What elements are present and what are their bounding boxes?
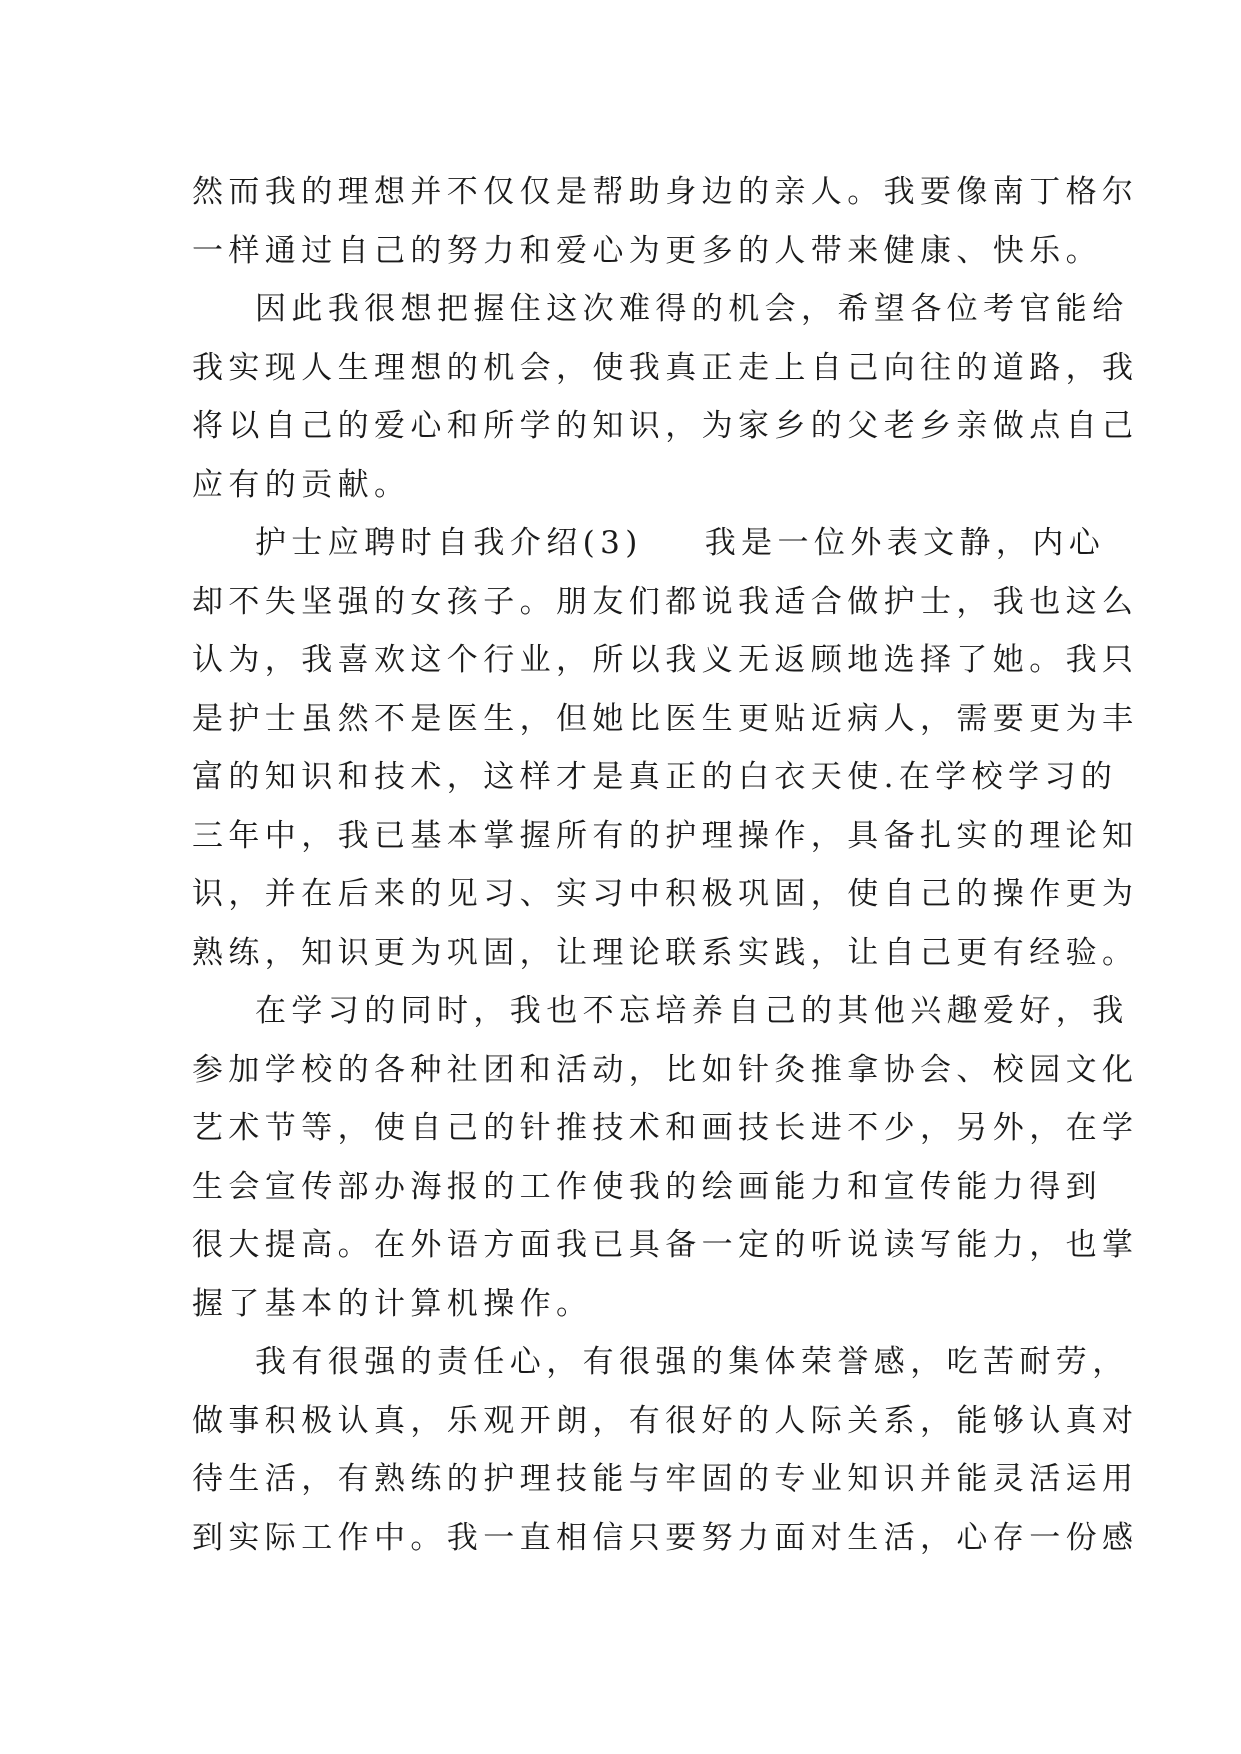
- text-line: 认为，我喜欢这个行业，所以我义无返顾地选择了她。我只: [192, 642, 1139, 678]
- text-line: 然而我的理想并不仅仅是帮助身边的亲人。我要像南丁格尔: [192, 174, 1139, 210]
- text-line: 是护士虽然不是医生，但她比医生更贴近病人，需要更为丰: [192, 700, 1139, 737]
- text-line: 握了基本的计算机操作。: [192, 1285, 593, 1322]
- text-line: 生会宣传部办海报的工作使我的绘画能力和宣传能力得到: [192, 1168, 1102, 1205]
- text-line: 艺术节等，使自己的针推技术和画技长进不少，另外，在学: [192, 1110, 1139, 1146]
- paragraph-start-line: 我有很强的责任心，有很强的集体荣誉感，吃苦耐劳，: [255, 1344, 1129, 1380]
- text-line: 我是一位外表文静，内心: [704, 525, 1106, 561]
- section-heading-line: [192, 514, 1106, 573]
- body-text: [192, 163, 1139, 1567]
- text-line: 做事积极认真，乐观开朗，有很好的人际关系，能够认真对: [192, 1402, 1139, 1439]
- text-line: 待生活，有熟练的护理技能与牢固的专业知识并能灵活运用: [192, 1461, 1139, 1497]
- text-line: 将以自己的爱心和所学的知识，为家乡的父老乡亲做点自己: [192, 408, 1139, 444]
- text-line: 我实现人生理想的机会，使我真正走上自己向往的道路，我: [192, 349, 1139, 386]
- section-heading: 护士应聘时自我介绍(3): [255, 525, 643, 561]
- paragraph-start-line: 因此我很想把握住这次难得的机会，希望各位考官能给: [255, 291, 1129, 327]
- text-line: 参加学校的各种社团和活动，比如针灸推拿协会、校园文化: [192, 1051, 1139, 1088]
- text-line: 却不失坚强的女孩子。朋友们都说我适合做护士，我也这么: [192, 583, 1139, 620]
- text-line: 富的知识和技术，这样才是真正的白衣天使.在学校学习的: [192, 759, 1118, 795]
- text-line: 一样通过自己的努力和爱心为更多的人带来健康、快乐。: [192, 232, 1102, 269]
- text-line: 识，并在后来的见习、实习中积极巩固，使自己的操作更为: [192, 876, 1139, 912]
- text-line: 很大提高。在外语方面我已具备一定的听说读写能力，也掌: [192, 1227, 1139, 1263]
- text-line: 熟练，知识更为巩固，让理论联系实践，让自己更有经验。: [192, 934, 1139, 971]
- text-line: 到实际工作中。我一直相信只要努力面对生活，心存一份感: [192, 1519, 1139, 1556]
- text-line: 三年中，我已基本掌握所有的护理操作，具备扎实的理论知: [192, 817, 1139, 854]
- text-line: 应有的贡献。: [192, 466, 411, 503]
- paragraph-start-line: 在学习的同时，我也不忘培养自己的其他兴趣爱好，我: [255, 993, 1129, 1029]
